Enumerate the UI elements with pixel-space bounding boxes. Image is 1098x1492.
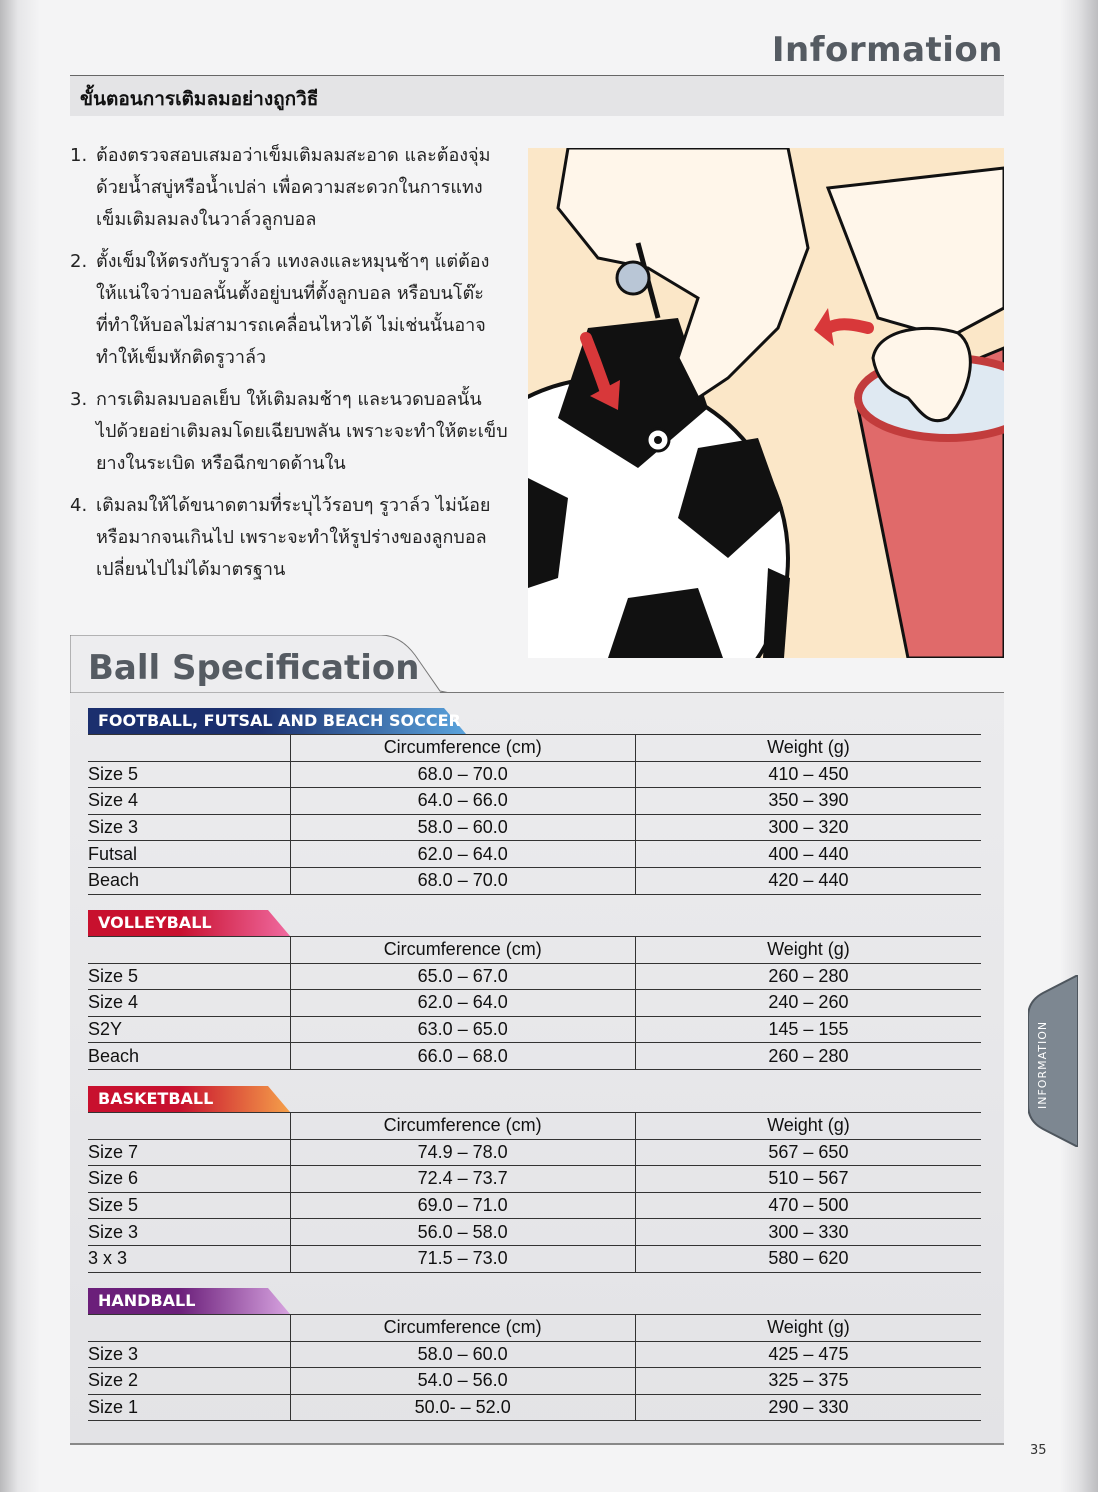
table-row bbox=[88, 841, 981, 868]
table-header-row bbox=[88, 937, 981, 964]
step-line: เข็มเติมลมลงในวาล์วลูกบอล bbox=[96, 209, 317, 230]
step-line: หรือมากจนเกินไป เพราะจะทำให้รูปร่างของลูกบอล bbox=[96, 527, 487, 548]
size-cell: Size 7 bbox=[88, 1139, 290, 1166]
page-title: Information bbox=[771, 30, 1003, 70]
header-weight: Weight (g) bbox=[635, 1315, 981, 1342]
circumference-cell: 54.0 – 56.0 bbox=[290, 1368, 635, 1395]
header-circumference: Circumference (cm) bbox=[290, 1315, 635, 1342]
category-label-text: HANDBALL bbox=[98, 1291, 196, 1310]
weight-cell: 410 – 450 bbox=[635, 761, 981, 788]
circumference-cell: 66.0 – 68.0 bbox=[290, 1043, 635, 1070]
table-row bbox=[88, 963, 981, 990]
size-cell: Size 5 bbox=[88, 761, 290, 788]
category-label bbox=[88, 1288, 300, 1314]
size-cell: Futsal bbox=[88, 841, 290, 868]
weight-cell: 470 – 500 bbox=[635, 1192, 981, 1219]
size-cell: Size 4 bbox=[88, 788, 290, 815]
step-number: 3. bbox=[70, 389, 88, 410]
page-number: 35 bbox=[1030, 1443, 1047, 1458]
circumference-cell: 58.0 – 60.0 bbox=[290, 1341, 635, 1368]
size-cell: Size 2 bbox=[88, 1368, 290, 1395]
inflation-illustration bbox=[528, 148, 1004, 658]
header-blank bbox=[88, 735, 290, 762]
weight-cell: 300 – 330 bbox=[635, 1219, 981, 1246]
spec-table bbox=[88, 1112, 981, 1273]
step-line: ทำให้เข็มหักติดรูวาล์ว bbox=[96, 347, 267, 368]
circumference-cell: 68.0 – 70.0 bbox=[290, 761, 635, 788]
procedure-step bbox=[70, 490, 510, 586]
table-header-row bbox=[88, 1113, 981, 1140]
circumference-cell: 65.0 – 67.0 bbox=[290, 963, 635, 990]
procedure-step bbox=[70, 384, 510, 480]
header-circumference: Circumference (cm) bbox=[290, 937, 635, 964]
weight-cell: 240 – 260 bbox=[635, 990, 981, 1017]
size-cell: Size 1 bbox=[88, 1394, 290, 1421]
category-label-text: VOLLEYBALL bbox=[98, 913, 212, 932]
ball-section bbox=[88, 1288, 981, 1421]
procedure-title-bar bbox=[70, 76, 1004, 116]
header-circumference: Circumference (cm) bbox=[290, 735, 635, 762]
step-line: การเติมลมบอลเย็บ ให้เติมลมช้าๆ และนวดบอลนั้น bbox=[96, 389, 482, 410]
table-row bbox=[88, 788, 981, 815]
table-row bbox=[88, 1394, 981, 1421]
table-row bbox=[88, 1166, 981, 1193]
table-row bbox=[88, 1341, 981, 1368]
spec-table bbox=[88, 734, 981, 895]
weight-cell: 425 – 475 bbox=[635, 1341, 981, 1368]
ball-section bbox=[88, 910, 981, 1070]
circumference-cell: 50.0- – 52.0 bbox=[290, 1394, 635, 1421]
ball-section bbox=[88, 708, 981, 895]
circumference-cell: 74.9 – 78.0 bbox=[290, 1139, 635, 1166]
table-header-row bbox=[88, 735, 981, 762]
size-cell: Size 3 bbox=[88, 1341, 290, 1368]
weight-cell: 580 – 620 bbox=[635, 1245, 981, 1272]
procedure-step bbox=[70, 140, 510, 236]
weight-cell: 325 – 375 bbox=[635, 1368, 981, 1395]
weight-cell: 290 – 330 bbox=[635, 1394, 981, 1421]
header-blank bbox=[88, 1315, 290, 1342]
header-blank bbox=[88, 937, 290, 964]
table-row bbox=[88, 1192, 981, 1219]
table-row bbox=[88, 1139, 981, 1166]
step-line: ต้องตรวจสอบเสมอว่าเข็มเติมลมสะอาด และต้องจุ่ม bbox=[96, 145, 491, 166]
circumference-cell: 68.0 – 70.0 bbox=[290, 867, 635, 894]
size-cell: Size 3 bbox=[88, 1219, 290, 1246]
weight-cell: 420 – 440 bbox=[635, 867, 981, 894]
step-line: ให้แน่ใจว่าบอลนั้นตั้งอยู่บนที่ตั้งลูกบอล หรือบนโต๊ะ bbox=[96, 283, 484, 304]
circumference-cell: 69.0 – 71.0 bbox=[290, 1192, 635, 1219]
category-label-text: BASKETBALL bbox=[98, 1089, 214, 1108]
table-row bbox=[88, 990, 981, 1017]
side-tab-label: INFORMATION bbox=[1036, 1020, 1049, 1110]
spec-table bbox=[88, 936, 981, 1070]
weight-cell: 567 – 650 bbox=[635, 1139, 981, 1166]
table-row bbox=[88, 1016, 981, 1043]
step-number: 1. bbox=[70, 145, 88, 166]
circumference-cell: 58.0 – 60.0 bbox=[290, 814, 635, 841]
header-weight: Weight (g) bbox=[635, 1113, 981, 1140]
table-row bbox=[88, 1219, 981, 1246]
weight-cell: 510 – 567 bbox=[635, 1166, 981, 1193]
step-line: ด้วยน้ำสบู่หรือน้ำเปล่า เพื่อความสะดวกในการแทง bbox=[96, 177, 483, 198]
step-line: ตั้งเข็มให้ตรงกับรูวาล์ว แทงลงและหมุนช้าๆ แต่ต้อง bbox=[96, 251, 490, 272]
weight-cell: 260 – 280 bbox=[635, 1043, 981, 1070]
table-row bbox=[88, 867, 981, 894]
table-row bbox=[88, 1043, 981, 1070]
size-cell: Beach bbox=[88, 1043, 290, 1070]
step-number: 4. bbox=[70, 495, 88, 516]
step-line: ที่ทำให้บอลไม่สามารถเคลื่อนไหวได้ ไม่เช่นนั้นอาจ bbox=[96, 315, 486, 336]
header-weight: Weight (g) bbox=[635, 937, 981, 964]
table-row bbox=[88, 814, 981, 841]
size-cell: Size 5 bbox=[88, 1192, 290, 1219]
table-row bbox=[88, 1245, 981, 1272]
size-cell: Size 6 bbox=[88, 1166, 290, 1193]
weight-cell: 350 – 390 bbox=[635, 788, 981, 815]
header-weight: Weight (g) bbox=[635, 735, 981, 762]
table-row bbox=[88, 761, 981, 788]
weight-cell: 400 – 440 bbox=[635, 841, 981, 868]
category-label-text: FOOTBALL, FUTSAL AND BEACH SOCCER bbox=[98, 711, 461, 730]
category-label bbox=[88, 910, 300, 936]
header-circumference: Circumference (cm) bbox=[290, 1113, 635, 1140]
circumference-cell: 64.0 – 66.0 bbox=[290, 788, 635, 815]
circumference-cell: 62.0 – 64.0 bbox=[290, 990, 635, 1017]
circumference-cell: 72.4 – 73.7 bbox=[290, 1166, 635, 1193]
size-cell: Size 4 bbox=[88, 990, 290, 1017]
step-number: 2. bbox=[70, 251, 88, 272]
size-cell: Size 5 bbox=[88, 963, 290, 990]
step-line: เปลี่ยนไปไม่ได้มาตรฐาน bbox=[96, 559, 286, 580]
category-label bbox=[88, 1086, 300, 1112]
size-cell: 3 x 3 bbox=[88, 1245, 290, 1272]
spec-table bbox=[88, 1314, 981, 1421]
category-label bbox=[88, 708, 476, 734]
weight-cell: 260 – 280 bbox=[635, 963, 981, 990]
size-cell: S2Y bbox=[88, 1016, 290, 1043]
step-line: ยางในระเบิด หรือฉีกขาดด้านใน bbox=[96, 453, 346, 474]
procedure-title: ขั้นตอนการเติมลมอย่างถูกวิธี bbox=[80, 88, 319, 110]
weight-cell: 145 – 155 bbox=[635, 1016, 981, 1043]
circumference-cell: 56.0 – 58.0 bbox=[290, 1219, 635, 1246]
circumference-cell: 62.0 – 64.0 bbox=[290, 841, 635, 868]
procedure-steps bbox=[70, 140, 510, 596]
size-cell: Size 3 bbox=[88, 814, 290, 841]
ball-section bbox=[88, 1086, 981, 1273]
table-row bbox=[88, 1368, 981, 1395]
step-line: ไปด้วยอย่าเติมลมโดยเฉียบพลัน เพราะจะทำให้ตะเข็บ bbox=[96, 421, 508, 442]
header-blank bbox=[88, 1113, 290, 1140]
circumference-cell: 71.5 – 73.0 bbox=[290, 1245, 635, 1272]
weight-cell: 300 – 320 bbox=[635, 814, 981, 841]
size-cell: Beach bbox=[88, 867, 290, 894]
procedure-step bbox=[70, 246, 510, 374]
spec-title: Ball Specification bbox=[88, 648, 420, 688]
step-line: เติมลมให้ได้ขนาดตามที่ระบุไว้รอบๆ รูวาล์ว ไม่น้อย bbox=[96, 495, 491, 516]
table-header-row bbox=[88, 1315, 981, 1342]
circumference-cell: 63.0 – 65.0 bbox=[290, 1016, 635, 1043]
